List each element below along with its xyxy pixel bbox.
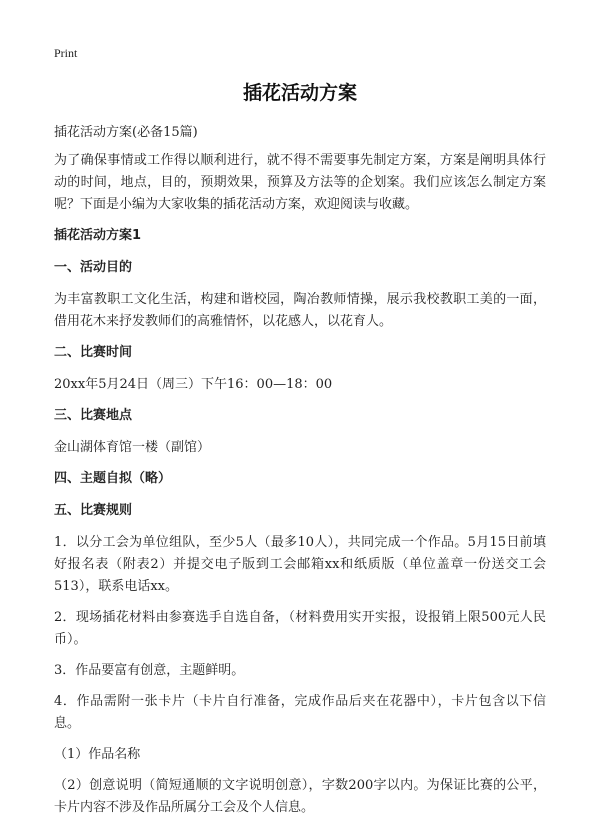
time-paragraph: 20xx年5月24日（周三）下午16：00—18：00 (54, 377, 333, 392)
rule-4: 4．作品需附一张卡片（卡片自行准备，完成作品后夹在花器中），卡片包含以下信息。 (54, 694, 546, 731)
rule-1: 1．以分工会为单位组队，至少5人（最多10人），共同完成一个作品。5月15日前填好报名表（附表2）并提交电子版到工会邮箱xx和纸质版（单位盖章一份送交工会513），联系电话xx。 (54, 535, 546, 594)
article-body (54, 122, 546, 828)
heading-rules: 五、比赛规则 (54, 503, 133, 518)
heading-purpose: 一、活动目的 (54, 260, 133, 275)
article-subtitle: 插花活动方案(必备15篇) (54, 125, 198, 140)
rule-3: 3．作品要富有创意，主题鲜明。 (54, 663, 245, 678)
heading-theme: 四、主题自拟（略） (54, 471, 172, 486)
heading-time: 二、比赛时间 (54, 345, 133, 360)
rule-4-item-2: （2）创意说明（简短通顺的文字说明创意），字数200字以内。为保证比赛的公平，卡片内容不涉及作品所属分工会及个人信息。 (54, 778, 546, 815)
purpose-paragraph: 为丰富教职工文化生活，构建和谐校园，陶冶教师情操，展示我校教职工美的一面，借用花木来抒发教师们的高雅情怀，以花感人，以花育人。 (54, 292, 546, 329)
heading-location: 三、比赛地点 (54, 408, 133, 423)
page-title: 插花活动方案 (242, 82, 357, 104)
rule-2: 2．现场插花材料由参赛选手自选自备，（材料费用实开实报，设报销上限500元人民币）。 (54, 610, 546, 647)
intro-paragraph: 为了确保事情或工作得以顺利进行，就不得不需要事先制定方案，方案是阐明具体行动的时间，地点，目的，预期效果，预算及方法等的企划案。我们应该怎么制定方案呢？下面是小编为大家收集的插花活动方案，欢迎阅读与收藏。 (54, 153, 546, 212)
rule-4-item-1: （1）作品名称 (54, 747, 141, 762)
print-link[interactable]: Print (54, 46, 78, 60)
location-paragraph: 金山湖体育馆一楼（副馆） (54, 440, 211, 455)
section-title: 插花活动方案1 (54, 228, 142, 243)
